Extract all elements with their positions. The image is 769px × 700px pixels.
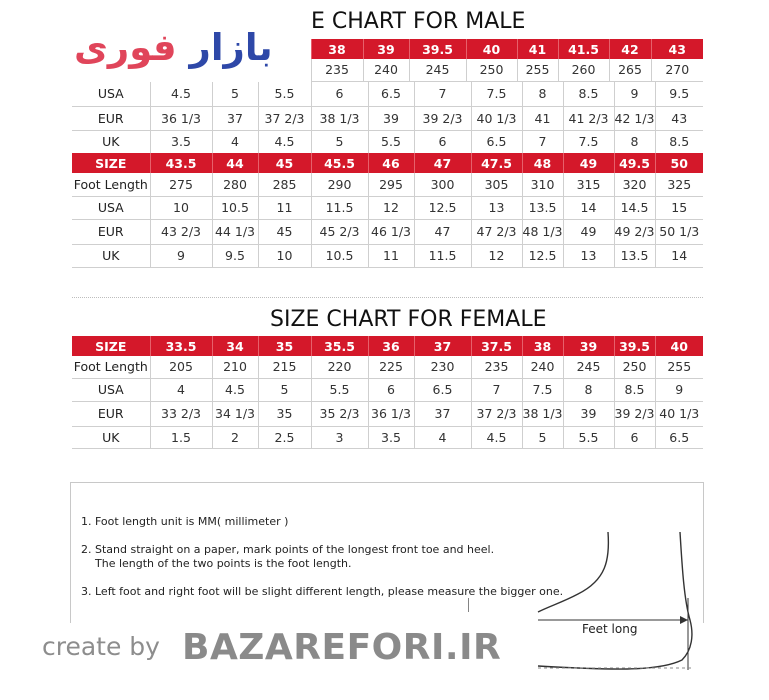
size-cell: 40 1/3 [471,106,522,130]
size-cell: 49 [563,219,614,244]
size-cell: 9.5 [655,82,703,106]
row-label: USA [72,196,150,219]
size-cell: 5 [311,130,368,153]
size-cell: 235 [471,356,522,378]
size-cell: 15 [655,196,703,219]
instruction-2-cont: The length of the two points is the foot length. [95,557,352,570]
size-cell: 33 2/3 [150,401,212,426]
male-uk-row-2 [72,244,703,267]
size-cell: 41 [517,39,558,59]
size-cell: 46 1/3 [368,219,414,244]
size-cell: 250 [466,59,517,81]
row-label: Foot Length [72,173,150,196]
size-cell: 230 [414,356,471,378]
size-cell: 12 [368,196,414,219]
size-cell: 6.5 [414,378,471,401]
size-cell: 14.5 [614,196,655,219]
feet-long-label: Feet long [582,622,638,636]
size-cell: 13 [563,244,614,267]
size-cell: 300 [414,173,471,196]
size-cell: 280 [212,173,258,196]
size-cell: 3.5 [368,426,414,448]
size-cell: 265 [609,59,651,81]
size-cell: 235 [311,59,363,81]
size-cell: 5.5 [368,130,414,153]
size-cell: 205 [150,356,212,378]
row-label: USA [72,378,150,401]
size-cell: 44 1/3 [212,219,258,244]
size-cell: 305 [471,173,522,196]
size-cell: 14 [563,196,614,219]
size-cell: 5.5 [258,82,311,106]
size-cell: 35.5 [311,336,368,356]
size-cell: 245 [563,356,614,378]
size-cell: 37 [414,401,471,426]
male-foot-length-row [311,59,703,81]
size-cell: 43 2/3 [150,219,212,244]
female-uk-row [72,426,703,448]
size-cell: 11 [258,196,311,219]
logo-word-1: بازار [189,26,273,69]
size-cell: 39 [363,39,409,59]
size-cell: 6 [311,82,368,106]
size-cell: 45 [258,153,311,173]
row-label: UK [72,244,150,267]
size-cell: 285 [258,173,311,196]
size-cell: 320 [614,173,655,196]
size-cell: 44 [212,153,258,173]
size-cell: 6 [414,130,471,153]
size-cell: 7 [522,130,563,153]
logo-word-2: فوری [74,26,177,69]
size-cell: 47 [414,219,471,244]
size-cell: 47.5 [471,153,522,173]
male-eur-row-2 [72,219,703,244]
size-cell: 4 [414,426,471,448]
size-cell: 270 [651,59,703,81]
size-cell: 225 [368,356,414,378]
size-cell: 39 2/3 [414,106,471,130]
size-cell: 255 [517,59,558,81]
size-cell: 39.5 [409,39,466,59]
female-chart-title: SIZE CHART FOR FEMALE [270,307,547,332]
size-cell: 40 [655,336,703,356]
row-label: EUR [72,106,150,130]
size-cell: 38 1/3 [522,401,563,426]
size-cell: 310 [522,173,563,196]
size-cell: 215 [258,356,311,378]
size-cell: 12.5 [522,244,563,267]
size-cell: 11.5 [414,244,471,267]
size-cell: 6 [614,426,655,448]
size-cell: 39.5 [614,336,655,356]
size-cell: 35 2/3 [311,401,368,426]
row-label: EUR [72,219,150,244]
row-label: EUR [72,401,150,426]
row-label: SIZE [72,336,150,356]
size-cell: 36 [368,336,414,356]
size-cell: 45 [258,219,311,244]
size-cell: 10 [150,196,212,219]
size-cell: 8 [563,378,614,401]
size-cell: 48 [522,153,563,173]
size-cell: 7.5 [522,378,563,401]
size-cell: 34 1/3 [212,401,258,426]
credit-prefix: create by [42,632,160,661]
size-cell: 49 [563,153,614,173]
size-cell: 9 [655,378,703,401]
size-cell: 10 [258,244,311,267]
size-cell: 8 [614,130,655,153]
size-cell: 210 [212,356,258,378]
size-cell: 37 2/3 [471,401,522,426]
size-cell: 5 [522,426,563,448]
size-cell: 40 1/3 [655,401,703,426]
size-cell: 49 2/3 [614,219,655,244]
size-cell: 255 [655,356,703,378]
size-cell: 275 [150,173,212,196]
size-cell: 37 2/3 [258,106,311,130]
size-cell: 8.5 [655,130,703,153]
size-cell: 40 [466,39,517,59]
male-size-header-row-2 [72,153,703,173]
size-cell: 250 [614,356,655,378]
size-cell: 47 [414,153,471,173]
row-label: Foot Length [72,356,150,378]
size-cell: 6.5 [368,82,414,106]
size-cell: 3 [311,426,368,448]
female-size-table [72,336,703,449]
size-cell: 1.5 [150,426,212,448]
size-cell: 240 [363,59,409,81]
size-cell: 37.5 [471,336,522,356]
instruction-2: 2. Stand straight on a paper, mark points of the longest front toe and heel. [81,543,495,556]
size-cell: 11 [368,244,414,267]
size-cell: 4.5 [258,130,311,153]
male-foot-length-row-2 [72,173,703,196]
size-cell: 41.5 [558,39,609,59]
size-cell: 38 1/3 [311,106,368,130]
male-size-table-top [311,39,703,82]
size-cell: 10.5 [212,196,258,219]
size-cell: 41 2/3 [563,106,614,130]
size-cell: 14 [655,244,703,267]
female-eur-row [72,401,703,426]
size-cell: 4 [150,378,212,401]
size-cell: 38 [522,336,563,356]
size-cell: 13.5 [522,196,563,219]
size-cell: 315 [563,173,614,196]
size-cell: 5 [258,378,311,401]
size-cell: 8 [522,82,563,106]
male-size-header-row [311,39,703,59]
size-cell: 220 [311,356,368,378]
size-cell: 42 [609,39,651,59]
female-usa-row [72,378,703,401]
size-cell: 260 [558,59,609,81]
size-cell: 43 [651,39,703,59]
size-cell: 39 [563,401,614,426]
size-cell: 42 1/3 [614,106,655,130]
size-cell: 50 [655,153,703,173]
size-cell: 12 [471,244,522,267]
size-cell: 36 1/3 [150,106,212,130]
instruction-1: 1. Foot length unit is MM( millimeter ) [81,515,289,528]
size-cell: 4.5 [212,378,258,401]
male-usa-row [72,82,703,106]
size-cell: 39 2/3 [614,401,655,426]
size-cell: 46 [368,153,414,173]
size-cell: 245 [409,59,466,81]
size-cell: 35 [258,336,311,356]
size-cell: 295 [368,173,414,196]
size-cell: 7 [414,82,471,106]
size-cell: 9 [150,244,212,267]
size-cell: 47 2/3 [471,219,522,244]
male-chart-title: E CHART FOR MALE [311,9,526,34]
size-cell: 35 [258,401,311,426]
size-cell: 49.5 [614,153,655,173]
size-cell: 5 [212,82,258,106]
size-cell: 11.5 [311,196,368,219]
size-cell: 13.5 [614,244,655,267]
size-cell: 37 [414,336,471,356]
size-cell: 9.5 [212,244,258,267]
size-cell: 34 [212,336,258,356]
size-cell: 4.5 [150,82,212,106]
size-cell: 43 [655,106,703,130]
size-cell: 290 [311,173,368,196]
male-size-table-conversions [72,82,703,154]
size-cell: 7.5 [471,82,522,106]
brand-logo [74,26,273,69]
row-label: USA [72,82,150,106]
size-cell: 4 [212,130,258,153]
size-cell: 33.5 [150,336,212,356]
male-size-table-large [72,153,703,268]
male-usa-row-2 [72,196,703,219]
size-cell: 41 [522,106,563,130]
size-cell: 4.5 [471,426,522,448]
size-cell: 37 [212,106,258,130]
size-cell: 45.5 [311,153,368,173]
size-cell: 9 [614,82,655,106]
size-cell: 2.5 [258,426,311,448]
section-divider [72,297,703,298]
size-cell: 5.5 [311,378,368,401]
male-uk-row [72,130,703,153]
size-cell: 39 [563,336,614,356]
size-cell: 50 1/3 [655,219,703,244]
credit-brand: BAZAREFORI.IR [182,627,502,668]
size-cell: 2 [212,426,258,448]
size-cell: 7 [471,378,522,401]
size-cell: 8.5 [563,82,614,106]
size-cell: 325 [655,173,703,196]
size-cell: 43.5 [150,153,212,173]
size-cell: 10.5 [311,244,368,267]
size-cell: 7.5 [563,130,614,153]
size-cell: 39 [368,106,414,130]
size-cell: 13 [471,196,522,219]
size-cell: 48 1/3 [522,219,563,244]
instruction-3: 3. Left foot and right foot will be slight different length, please measure the bigger one. [81,585,564,598]
size-cell: 6 [368,378,414,401]
size-cell: 5.5 [563,426,614,448]
female-foot-length-row [72,356,703,378]
male-eur-row [72,106,703,130]
female-size-header-row [72,336,703,356]
size-cell: 240 [522,356,563,378]
size-cell: 12.5 [414,196,471,219]
size-cell: 45 2/3 [311,219,368,244]
row-label: UK [72,426,150,448]
size-cell: 36 1/3 [368,401,414,426]
size-cell: 6.5 [471,130,522,153]
size-cell: 6.5 [655,426,703,448]
row-label: UK [72,130,150,153]
size-cell: 38 [311,39,363,59]
foot-measurement-diagram [468,520,698,680]
size-cell: 8.5 [614,378,655,401]
row-label: SIZE [72,153,150,173]
size-cell: 3.5 [150,130,212,153]
